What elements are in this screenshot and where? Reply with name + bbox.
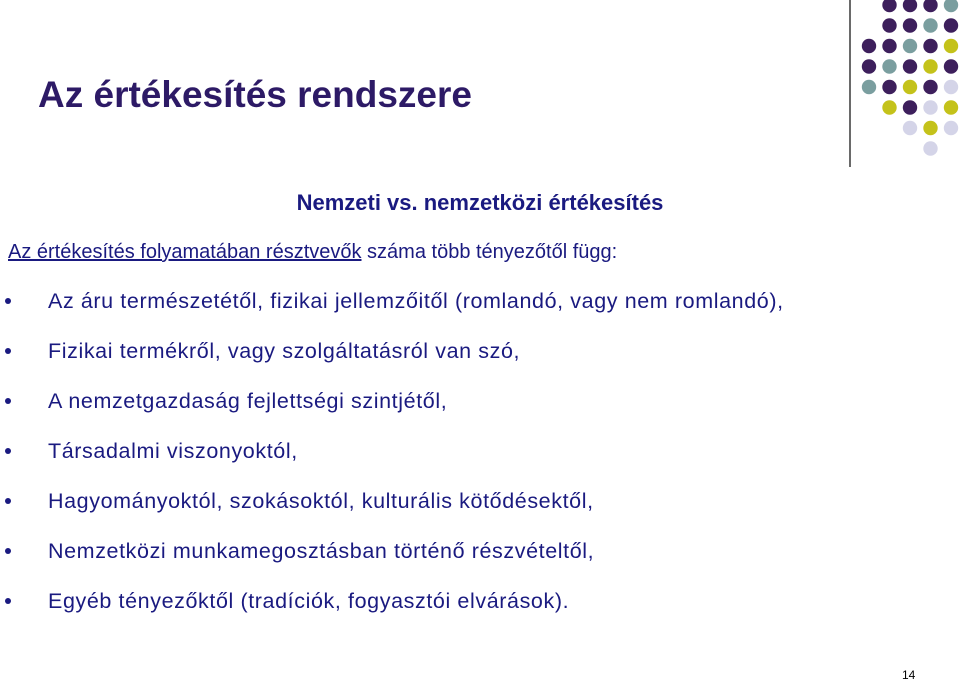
decorative-dot — [923, 39, 937, 53]
bullet-dot-icon — [5, 548, 11, 554]
decorative-dot — [882, 39, 896, 53]
decorative-dot — [944, 18, 958, 32]
decorative-dot — [944, 59, 958, 73]
bullet-item — [0, 583, 784, 633]
bullet-dot-icon — [5, 348, 11, 354]
decorative-dot — [862, 39, 876, 53]
bullet-text: A nemzetgazdaság fejlettségi szintjétől, — [48, 389, 448, 413]
bullet-text: Fizikai termékről, vagy szolgáltatásról van szó, — [48, 339, 521, 363]
intro-underlined-text: Az értékesítés folyamatában résztvevők — [8, 241, 362, 263]
bullet-list — [0, 283, 784, 633]
bullet-dot-icon — [5, 398, 11, 404]
slide-subtitle: Nemzeti vs. nemzetközi értékesítés — [296, 190, 664, 215]
decorative-dot — [882, 0, 896, 12]
decorative-dot — [882, 59, 896, 73]
decorative-dot — [944, 121, 958, 135]
bullet-text: Nemzetközi munkamegosztásban történő részvételtől, — [48, 539, 595, 563]
bullet-text: Hagyományoktól, szokásoktól, kulturális kötődésektől, — [48, 489, 594, 513]
page-number: 14 — [902, 668, 916, 682]
decorative-dot — [923, 59, 937, 73]
decorative-dot — [903, 80, 917, 94]
decorative-dot — [862, 59, 876, 73]
decorative-dot — [903, 59, 917, 73]
slide-title: Az értékesítés rendszere — [38, 74, 472, 115]
decorative-dot — [882, 18, 896, 32]
decorative-dot — [944, 0, 958, 12]
bullet-text: Társadalmi viszonyoktól, — [48, 439, 298, 463]
bullet-dot-icon — [5, 298, 11, 304]
decorative-dot — [882, 100, 896, 114]
bullet-item — [0, 433, 784, 483]
decorative-dot — [903, 18, 917, 32]
bullet-dot-icon — [5, 448, 11, 454]
decorative-dot — [923, 121, 937, 135]
bullet-dot-icon — [5, 598, 11, 604]
decorative-dot — [923, 0, 937, 12]
decorative-dot — [944, 39, 958, 53]
decorative-dot — [944, 100, 958, 114]
bullet-text: Az áru természetétől, fizikai jellemzőitől (romlandó, vagy nem romlandó), — [48, 289, 784, 313]
decorative-dot — [862, 80, 876, 94]
bullet-item — [0, 283, 784, 333]
bullet-item — [0, 383, 784, 433]
bullet-item — [0, 533, 784, 583]
decorative-dot — [903, 0, 917, 12]
bullet-item — [0, 333, 784, 383]
decorative-dot — [903, 100, 917, 114]
decorative-dot — [882, 80, 896, 94]
decorative-dot — [944, 80, 958, 94]
decorative-dot — [923, 80, 937, 94]
decorative-dot — [903, 121, 917, 135]
intro-text — [8, 241, 617, 264]
bullet-dot-icon — [5, 498, 11, 504]
bullet-item — [0, 483, 784, 533]
decorative-dot — [903, 39, 917, 53]
decorative-dot — [923, 100, 937, 114]
intro-rest-text: száma több tényezőtől függ: — [361, 241, 618, 263]
bullet-text: Egyéb tényezőktől (tradíciók, fogyasztói elvárások). — [48, 589, 570, 613]
decorative-dot — [923, 18, 937, 32]
decorative-vertical-line — [849, 0, 851, 167]
decorative-dot — [923, 141, 937, 155]
